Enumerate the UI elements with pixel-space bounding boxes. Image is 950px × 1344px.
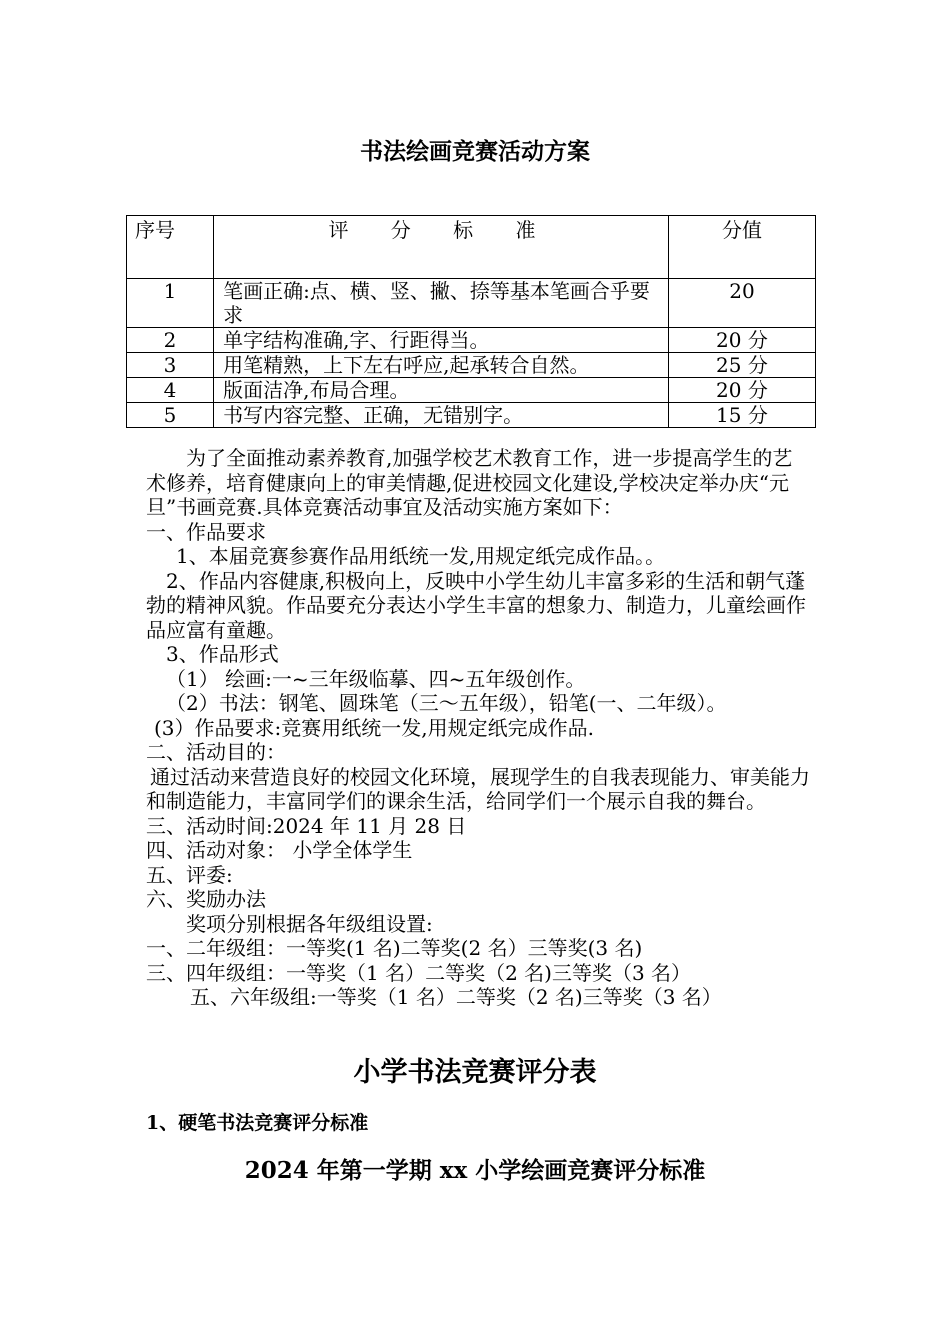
header-number: 序号 [127, 216, 214, 279]
row-number: 2 [127, 328, 214, 353]
award-group: 三、四年级组：一等奖（1 名）二等奖（2 名)三等奖（3 名） [146, 960, 692, 985]
scoring-table [126, 215, 816, 428]
row-criterion: 用笔精熟，上下左右呼应,起承转合自然。 [214, 353, 669, 378]
section-heading: 六、奖励办法 [146, 887, 266, 911]
row-number: 3 [127, 353, 214, 378]
row-criterion: 版面洁净,布局合理。 [214, 378, 669, 403]
header-criteria: 评 分 标 准 [214, 216, 669, 279]
section-heading: 二、活动目的： [146, 740, 286, 764]
section-heading: 五、评委: [146, 862, 233, 887]
row-number: 1 [127, 279, 214, 328]
table-row [127, 328, 816, 353]
section-heading: 三、活动时间:2024 年 11 月 28 日 [146, 813, 467, 838]
award-note: 奖项分别根据各年级组设置: [186, 911, 433, 936]
row-criterion: 单字结构准确,字、行距得当。 [214, 328, 669, 353]
row-criterion: 笔画正确:点、横、竖、撇、捺等基本笔画合乎要求 [214, 279, 669, 328]
list-item: (3）作品要求:竞赛用纸统一发,用规定纸完成作品. [154, 715, 594, 740]
table-row [127, 353, 816, 378]
section-heading: 一、作品要求 [146, 519, 266, 544]
list-item: 3、作品形式 [166, 642, 279, 666]
list-item: （1） 绘画:一~三年级临摹、四~五年级创作。 [166, 666, 586, 691]
intro-paragraph: 为了全面推动素养教育,加强学校艺术教育工作，进一步提高学生的艺术修养，培育健康向上的审美情趣,促进校园文化建设,学校决定举办庆“元旦”书画竞赛.具体竞赛活动事宜及活动实施方案如下： [146, 446, 793, 519]
purpose-paragraph: 通过活动来营造良好的校园文化环境，展现学生的自我表现能力、审美能力和制造能力，丰富同学们的课余生活，给同学们一个展示自我的舞台。 [146, 764, 810, 813]
row-score: 20 分 [668, 328, 815, 353]
row-score: 15 分 [668, 403, 815, 428]
semester-title: 2024 年第一学期 xx 小学绘画竞赛评分标准 [244, 1157, 706, 1184]
row-number: 5 [127, 403, 214, 428]
list-item: 2、作品内容健康,积极向上，反映中小学生幼儿丰富多彩的生活和朝气蓬勃的精神风貌。作品要充分表达小学生丰富的想象力、制造力，儿童绘画作品应富有童趣。 [146, 568, 806, 642]
row-score: 20 [668, 279, 815, 328]
table-row [127, 403, 816, 428]
row-criterion: 书写内容完整、正确，无错别字。 [214, 403, 669, 428]
list-item: 1、本届竞赛参赛作品用纸统一发,用规定纸完成作品。。 [176, 544, 666, 568]
row-number: 4 [127, 378, 214, 403]
plan-body [146, 446, 812, 1010]
header-score: 分值 [668, 216, 815, 279]
row-score: 20 分 [668, 378, 815, 403]
table-row [127, 378, 816, 403]
list-item: （2）书法：钢笔、圆珠笔（三～五年级），铅笔(一、二年级）。 [166, 691, 727, 715]
award-group: 五、六年级组:一等奖（1 名）二等奖（2 名)三等奖（3 名） [190, 985, 722, 1009]
document-title: 书法绘画竞赛活动方案 [360, 138, 590, 165]
award-group: 一、二年级组：一等奖(1 名)二等奖(2 名）三等奖(3 名) [146, 936, 643, 960]
section-heading: 四、活动对象： 小学全体学生 [146, 838, 413, 862]
table-header-row [127, 216, 816, 279]
row-score: 25 分 [668, 353, 815, 378]
section-title: 小学书法竞赛评分表 [353, 1057, 597, 1088]
sub-heading: 1、硬笔书法竞赛评分标准 [146, 1112, 369, 1134]
table-row [127, 279, 816, 328]
